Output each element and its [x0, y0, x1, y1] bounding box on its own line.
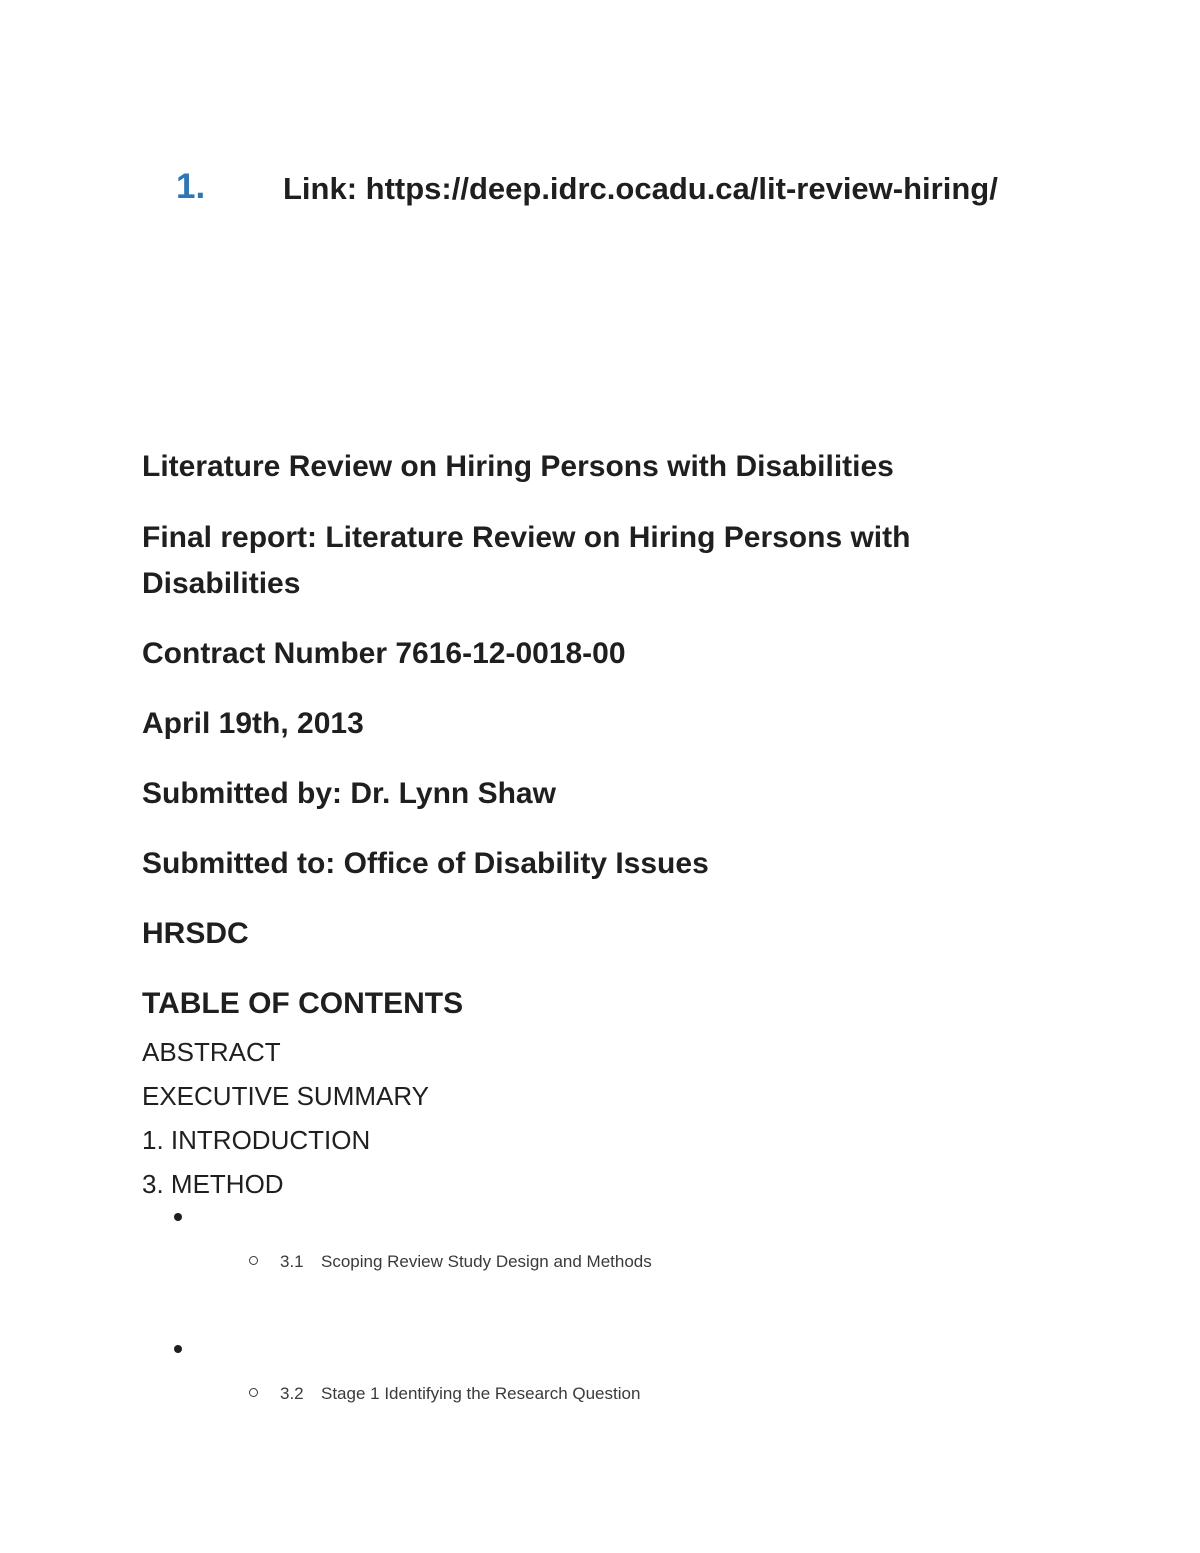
toc-entry-executive-summary[interactable]: EXECUTIVE SUMMARY — [142, 1081, 430, 1111]
circle-bullet-icon — [249, 1388, 258, 1397]
list-number: 1. — [176, 167, 206, 206]
subitem-number: 3.2 — [280, 1384, 304, 1403]
final-report-heading: Final report: Literature Review on Hiring Persons with Disabilities — [142, 521, 911, 600]
source-link[interactable]: Link: https://deep.idrc.ocadu.ca/lit-review-hiring/ — [283, 171, 998, 206]
toc-entry-introduction[interactable]: 1. INTRODUCTION — [142, 1125, 371, 1155]
document-title: Literature Review on Hiring Persons with Disabilities — [142, 450, 894, 483]
subitem-number: 3.1 — [280, 1252, 304, 1271]
circle-bullet-icon — [249, 1256, 258, 1265]
submitted-to: Submitted to: Office of Disability Issues — [142, 847, 709, 880]
contract-number: Contract Number 7616-12-0018-00 — [142, 637, 626, 670]
bullet-marker — [174, 1345, 182, 1353]
toc-subitem — [249, 1250, 652, 1274]
organization: HRSDC — [142, 917, 249, 950]
toc-title: TABLE OF CONTENTS — [142, 987, 464, 1020]
toc-entry-abstract[interactable]: ABSTRACT — [142, 1037, 281, 1067]
toc-subitem-link[interactable]: Stage 1 Identifying the Research Question — [321, 1384, 641, 1403]
toc-entry-method[interactable]: 3. METHOD — [142, 1169, 284, 1199]
toc-subitem — [249, 1382, 640, 1406]
report-date: April 19th, 2013 — [142, 707, 364, 740]
toc-subitem-link[interactable]: Scoping Review Study Design and Methods — [321, 1252, 652, 1271]
submitted-by: Submitted by: Dr. Lynn Shaw — [142, 777, 556, 810]
bullet-marker — [174, 1213, 182, 1221]
